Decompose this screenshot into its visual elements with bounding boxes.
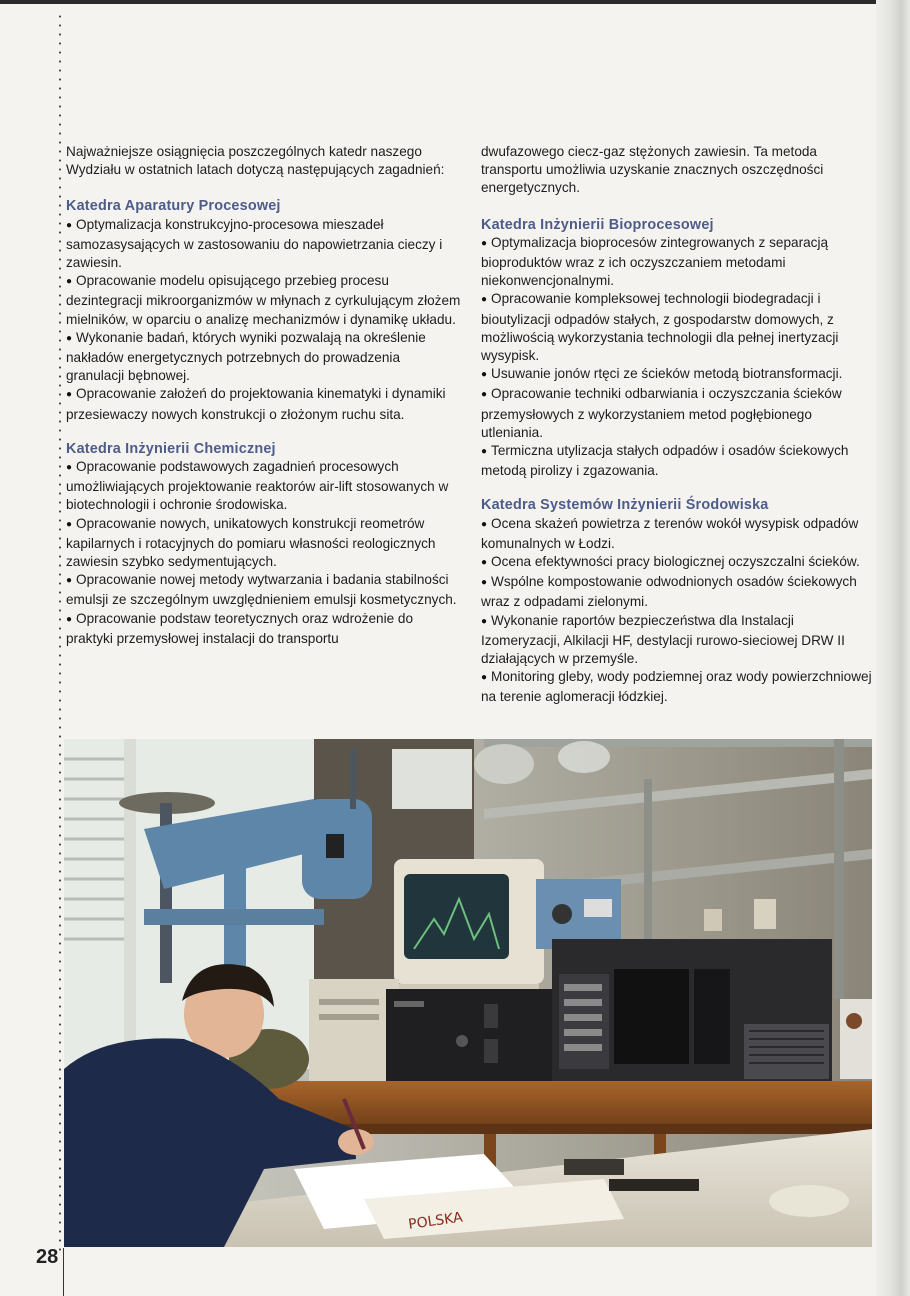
list-item-text: Opracowanie założeń do projektowania kinematyki i dynamiki przesiewaczy nowych konstrukcji o złożonym ruchu sita.: [66, 386, 446, 422]
page-number: 28: [36, 1246, 59, 1268]
list-item: [66, 571, 461, 609]
bullet-marker-icon: ●: [66, 575, 73, 587]
scan-top-border: [0, 0, 910, 4]
list-item: [66, 515, 461, 572]
laboratory-photo-illustration: [64, 739, 872, 1247]
list-item: [481, 553, 873, 573]
right-column: [481, 143, 873, 723]
section-title: Katedra Aparatury Procesowej: [66, 198, 281, 215]
bullet-marker-icon: ●: [66, 613, 73, 625]
list-item-text: Wspólne kompostowanie odwodnionych osadów ściekowych wraz z odpadami zielonymi.: [481, 574, 857, 610]
list-item: [481, 290, 873, 365]
laboratory-photo: [64, 739, 872, 1247]
list-item: [481, 612, 873, 669]
section-systemow: [481, 496, 873, 706]
bullet-marker-icon: ●: [481, 557, 488, 569]
list-item: [66, 216, 461, 273]
list-item-text: Opracowanie nowej metody wytwarzania i badania stabilności emulsji ze szczególnym uwzględnieniem emulsji kosmetycznych.: [66, 572, 457, 608]
section-aparatury: [66, 197, 461, 423]
bullet-marker-icon: ●: [66, 219, 73, 231]
section-title: Katedra Systemów Inżynierii Środowiska: [481, 497, 769, 514]
list-item: [66, 458, 461, 515]
bullet-marker-icon: ●: [481, 369, 488, 381]
list-item-text: Termiczna utylizacja stałych odpadów i osadów ściekowych metodą pirolizy i zgazowania.: [481, 443, 849, 479]
bullet-marker-icon: ●: [481, 577, 488, 589]
bullet-marker-icon: ●: [481, 446, 488, 458]
section-bioprocesowej: [481, 216, 873, 481]
list-item: [481, 442, 873, 480]
bullet-marker-icon: ●: [481, 672, 488, 684]
svg-text:POLSKA: POLSKA: [407, 1209, 464, 1233]
list-item-text: Optymalizacja bioprocesów zintegrowanych z separacją bioproduktów wraz z ich oczyszczaniem metodami niekonwencjonalnymi.: [481, 234, 829, 289]
list-item: [481, 668, 873, 706]
bullet-marker-icon: ●: [66, 462, 73, 474]
bullet-marker-icon: ●: [481, 389, 488, 401]
section-chemicznej: [66, 440, 461, 648]
list-item-text: Opracowanie podstaw teoretycznych oraz wdrożenie do praktyki przemysłowej instalacji do transportu: [66, 610, 414, 646]
page-number-rule: [63, 1248, 64, 1296]
list-item-text: Opracowanie kompleksowej technologii biodegradacji i bioutylizacji odpadów stałych, z gospodarstw domowych, z możliwością wykorzystania technologii dla pełnej inertyzacji wysypisk.: [481, 291, 839, 364]
page-edge-shadow: [876, 0, 910, 1296]
list-item: [66, 610, 461, 648]
list-item: [481, 385, 873, 442]
list-item: [481, 573, 873, 611]
bullet-marker-icon: ●: [66, 332, 73, 344]
bullet-marker-icon: ●: [66, 276, 73, 288]
continuation-paragraph: dwufazowego ciecz-gaz stężonych zawiesin. Ta metoda transportu umożliwia uzyskanie znacznych oszczędności energetycznych.: [481, 144, 824, 196]
list-item-text: Wykonanie badań, których wyniki pozwalają na określenie nakładów energetycznych potrzebnych do prowadzenia granulacji bębnowej.: [66, 329, 426, 384]
list-item: [66, 272, 461, 329]
list-item-text: Opracowanie techniki odbarwiania i oczyszczania ścieków przemysłowych z wykorzystaniem metod pogłębionego utleniania.: [481, 386, 842, 440]
list-item: [481, 365, 873, 385]
bullet-marker-icon: ●: [66, 389, 73, 401]
list-item-text: Opracowanie nowych, unikatowych konstrukcji reometrów kapilarnych i rotacyjnych do pomiaru własności reologicznych zawiesin szybko sedymentujących.: [66, 515, 436, 570]
section-title: Katedra Inżynierii Bioprocesowej: [481, 216, 714, 233]
intro-paragraph: Najważniejsze osiągnięcia poszczególnych katedr naszego Wydziału w ostatnich latach dotyczą następujących zagadnień:: [66, 144, 445, 178]
dotted-margin-rule: [59, 12, 61, 1252]
list-item-text: Opracowanie podstawowych zagadnień procesowych umożliwiających projektowanie reaktorów air-lift stosowanych w biotechnologii i ochronie środowiska.: [66, 459, 449, 513]
list-item-text: Ocena efektywności pracy biologicznej oczyszczalni ścieków.: [491, 554, 860, 570]
bullet-marker-icon: ●: [481, 615, 488, 627]
list-item-text: Optymalizacja konstrukcyjno-procesowa mieszadeł samozasysających w zastosowaniu do napowietrzania cieczy i zawiesin.: [66, 216, 443, 271]
left-column: [66, 143, 461, 664]
list-item-text: Monitoring gleby, wody podziemnej oraz wody powierzchniowej na terenie aglomeracji łódzkiej.: [481, 669, 872, 705]
bullet-marker-icon: ●: [66, 518, 73, 530]
list-item-text: Ocena skażeń powietrza z terenów wokół wysypisk odpadów komunalnych w Łodzi.: [481, 515, 859, 551]
list-item: [66, 329, 461, 386]
bullet-marker-icon: ●: [481, 518, 488, 530]
section-title: Katedra Inżynierii Chemicznej: [66, 440, 276, 457]
bullet-marker-icon: ●: [481, 237, 488, 249]
list-item: [66, 385, 461, 423]
list-item-text: Usuwanie jonów rtęci ze ścieków metodą biotransformacji.: [491, 366, 843, 382]
bullet-marker-icon: ●: [481, 294, 488, 306]
list-item-text: Wykonanie raportów bezpieczeństwa dla Instalacji Izomeryzacji, Alkilacji HF, destylacji rurowo-sieciowej DRW II działających w przemyśle.: [481, 612, 845, 667]
list-item: [481, 234, 873, 291]
list-item-text: Opracowanie modelu opisującego przebieg procesu dezintegracji mikroorganizmów w młynach z cyrkulującym złożem mielników, w oparciu o analizę mechanizmów i dynamikę układu.: [66, 273, 461, 327]
list-item: [481, 515, 873, 553]
